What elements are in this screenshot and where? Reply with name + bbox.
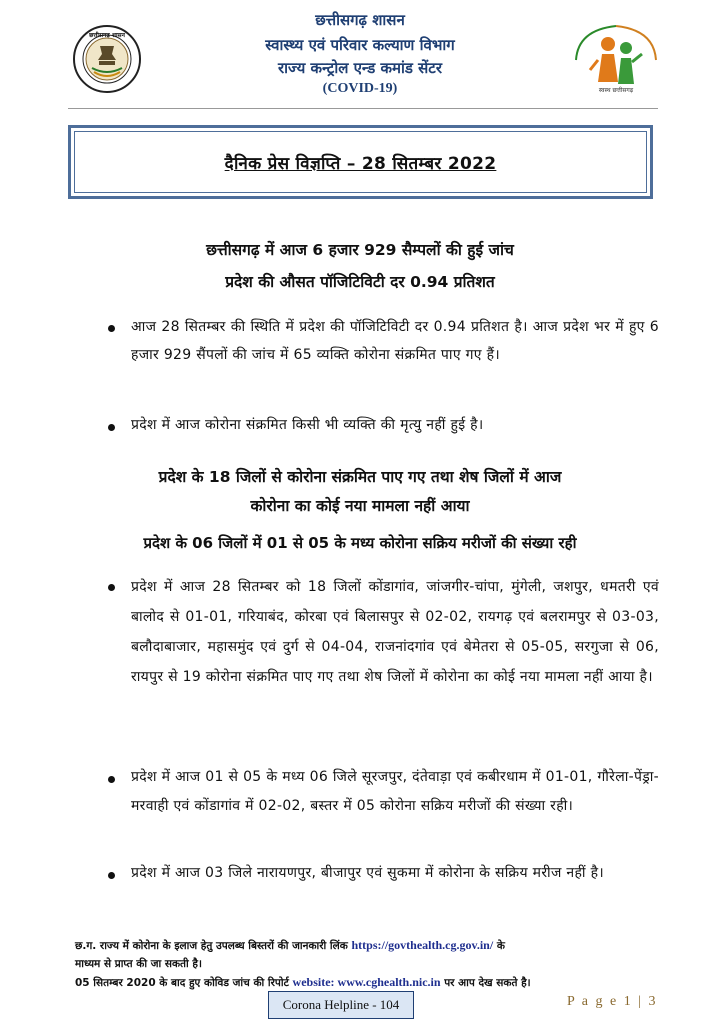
header-line-2: स्वास्थ्य एवं परिवार कल्याण विभाग — [265, 36, 455, 54]
footer-line-1 — [75, 938, 660, 953]
emblem-text: छत्तीसगढ़ शासन — [89, 32, 125, 39]
bullet-icon — [108, 584, 115, 591]
footer-line-3-text: 05 सितम्बर 2020 के बाद हुए कोविड जांच की रिपोर्ट — [75, 977, 289, 989]
footer-line-3 — [75, 975, 660, 990]
swasth-chhattisgarh-logo — [568, 20, 664, 100]
bullet-2-3: प्रदेश में आज 03 जिले नारायणपुर, बीजापुर एवं सुकमा में कोरोना के सक्रिय मरीज नहीं है। — [131, 865, 604, 881]
header-line-4: (COVID-19) — [322, 81, 398, 96]
headline-2-line-3: प्रदेश के 06 जिलों में 01 से 05 के मध्य कोरोना सक्रिय मरीजों की संख्या रही — [143, 534, 577, 552]
title-box — [68, 125, 653, 199]
headline-2-line-2: कोरोना का कोई नया मामला नहीं आया — [250, 497, 470, 515]
bullet-1-2: प्रदेश में आज कोरोना संक्रमित किसी भी व्यक्ति की मृत्यु नहीं हुई है। — [131, 417, 484, 433]
bullet-icon — [108, 776, 115, 783]
bullet-2-1: प्रदेश में आज 28 सितम्बर को 18 जिलों कोंडागांव, जांजगीर-चांपा, मुंगेली, जशपुर, धमतरी एवं बालोद से 01-01, गरियाबंद, कोरबा एवं बिलासपुर से 02-02, रायगढ़ एवं बलरामपुर से 03-03, बलौदाबाजार, महासमुंद एवं दुर्ग से 04-04, राजनांदगांव एवं बेमेतरा से 05-05, सरगुजा से 06, रायपुर से 19 कोरोना संक्रमित पाए गए तथा शेष जिलों में कोरोना का कोई नया मामला नहीं आया है। — [131, 579, 659, 685]
footer-line-2: माध्यम से प्राप्त की जा सकती है। — [75, 958, 202, 970]
headline-1-line-1: छत्तीसगढ़ में आज 6 हजार 929 सैम्पलों की हुई जांच — [206, 241, 514, 259]
headline-1-line-2: प्रदेश की औसत पॉजिटिविटी दर 0.94 प्रतिशत — [225, 273, 495, 291]
right-logo-text: स्वस्थ छत्तीसगढ़ — [598, 87, 634, 94]
headline-2-line-1: प्रदेश के 18 जिलों से कोरोना संक्रमित पाए गए तथा शेष जिलों में आज — [158, 468, 562, 486]
header-divider — [68, 108, 658, 109]
press-release-title: दैनिक प्रेस विज्ञप्ति – 28 सितम्बर 2022 — [224, 153, 497, 174]
govthealth-link[interactable]: https://govthealth.cg.gov.in/ — [351, 938, 494, 952]
footer-line-3-post: पर आप देख सकते है। — [444, 977, 531, 989]
bullet-icon — [108, 872, 115, 879]
bullet-2-2: प्रदेश में आज 01 से 05 के मध्य 06 जिले सूरजपुर, दंतेवाड़ा एवं कबीरधाम में 01-01, गौरेला-पेंड्रा-मरवाही एवं कोंडागांव में 02-02, बस्तर में 05 कोरोना सक्रिय मरीजों की संख्या रही। — [131, 769, 659, 814]
bullet-icon — [108, 325, 115, 332]
corona-helpline-box: Corona Helpline - 104 — [268, 991, 414, 1019]
cghealth-website-link[interactable]: website: www.cghealth.nic.in — [292, 975, 441, 989]
bullet-1-1: आज 28 सितम्बर की स्थिति में प्रदेश की पॉजिटिविटी दर 0.94 प्रतिशत है। आज प्रदेश भर में हुए 6 हजार 929 सैंपलों की जांच में 65 व्यक्ति कोरोना संक्रमित पाए गए हैं। — [131, 319, 659, 363]
header-line-1: छत्तीसगढ़ शासन — [315, 11, 405, 29]
header-line-3: राज्य कन्ट्रोल एन्ड कमांड सेंटर — [278, 59, 442, 77]
footer-line-1-post: के — [496, 940, 505, 952]
bullet-icon — [108, 424, 115, 431]
page-number: P a g e 1 | 3 — [567, 994, 658, 1009]
footer-line-1-text: छ.ग. राज्य में कोरोना के इलाज हेतु उपलब्ध बिस्तरों की जानकारी लिंक — [75, 940, 348, 952]
